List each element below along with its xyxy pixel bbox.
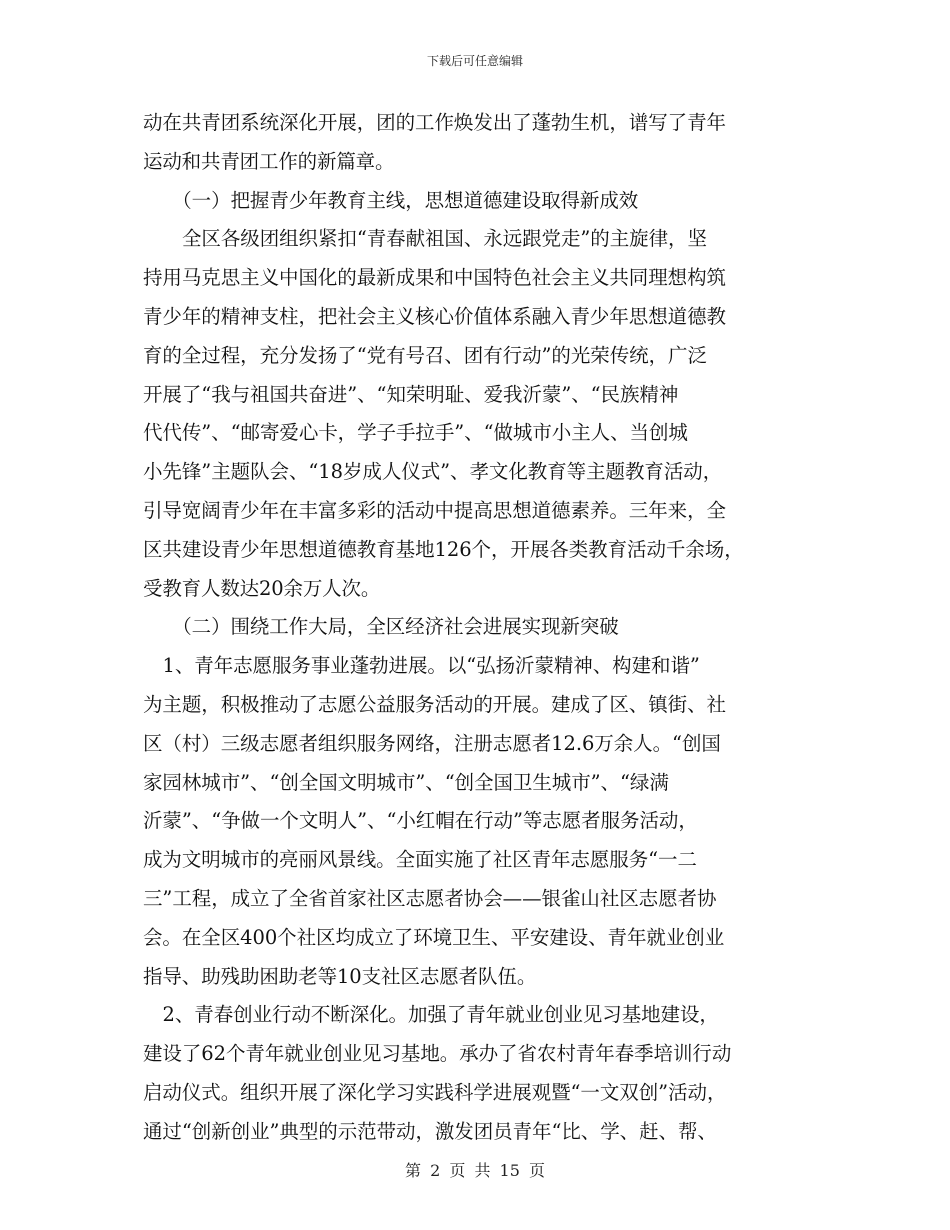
text-line: 2、青春创业行动不断深化。加强了青年就业创业见习基地建设，: [162, 1003, 719, 1027]
text-line: 家园林城市”、“创全国文明城市”、“创全国卫生城市”、“绿满: [143, 770, 669, 794]
text-line: 小先锋”主题队会、“18岁成人仪式”、孝文化教育等主题教育活动，: [143, 460, 723, 484]
text-line: 动在共青团系统深化开展，团的工作焕发出了蓬勃生机，谱写了青年: [143, 111, 726, 134]
text-line: 代代传”、“邮寄爱心卡，学子手拉手”、“做城市小主人、当创城: [143, 421, 688, 445]
page-footer: 第 2 页 共 15 页: [405, 1161, 545, 1180]
text-line: 区（村）三级志愿者组织服务网络，注册志愿者12.6万余人。“创国: [143, 731, 721, 755]
text-line: 启动仪式。组织开展了深化学习实践科学进展观暨“一文双创”活动，: [143, 1080, 727, 1104]
text-line: 运动和共青团工作的新篇章。: [143, 149, 395, 173]
text-line: 受教育人数达20余万人次。: [143, 576, 381, 600]
text-line: 引导宽阔青少年在丰富多彩的活动中提高思想道德素养。三年来，全: [143, 498, 726, 522]
text-line: 通过“创新创业”典型的示范带动，激发团员青年“比、学、赶、帮、: [143, 1119, 717, 1143]
text-line: 会。在全区400个社区均成立了环境卫生、平安建设、青年就业创业: [143, 925, 725, 949]
document-body: [143, 104, 813, 1152]
text-line: 沂蒙”、“争做一个文明人”、“小红帽在行动”等志愿者服务活动，: [143, 809, 698, 833]
text-line: 全区各级团组织紧扣“青春献祖国、永远跟党走”的主旋律，坚: [182, 227, 707, 251]
text-line: 开展了“我与祖国共奋进”、“知荣明耻、爱我沂蒙”、“民族精神: [143, 382, 679, 406]
text-line: 建设了62个青年就业创业见习基地。承办了省农村青年春季培训行动: [143, 1042, 732, 1066]
text-line: 青少年的精神支柱，把社会主义核心价值体系融入青少年思想道德教: [143, 304, 726, 328]
text-line: 三”工程，成立了全省首家社区志愿者协会——银雀山社区志愿者协: [143, 886, 717, 910]
text-line: 持用马克思主义中国化的最新成果和中国特色社会主义共同理想构筑: [143, 266, 726, 290]
text-line: 区共建设青少年思想道德教育基地126个，开展各类教育活动千余场，: [143, 537, 744, 561]
text-line: 为主题，积极推动了志愿公益服务活动的开展。建成了区、镇街、社: [143, 692, 726, 716]
text-line: 育的全过程，充分发扬了“党有号召、团有行动”的光荣传统，广泛: [143, 343, 707, 367]
page-header: 下载后可任意编辑: [426, 54, 523, 68]
text-line: 成为文明城市的亮丽风景线。全面实施了社区青年志愿服务“一二: [143, 848, 697, 872]
text-line: 1、青年志愿服务事业蓬勃进展。以“弘扬沂蒙精神、构建和谐”: [162, 654, 700, 678]
text-line: （一）把握青少年教育主线，思想道德建设取得新成效: [172, 188, 639, 212]
text-line: 指导、助残助困助老等10支社区志愿者队伍。: [143, 964, 537, 988]
text-line: （二）围绕工作大局，全区经济社会进展实现新突破: [172, 615, 619, 639]
